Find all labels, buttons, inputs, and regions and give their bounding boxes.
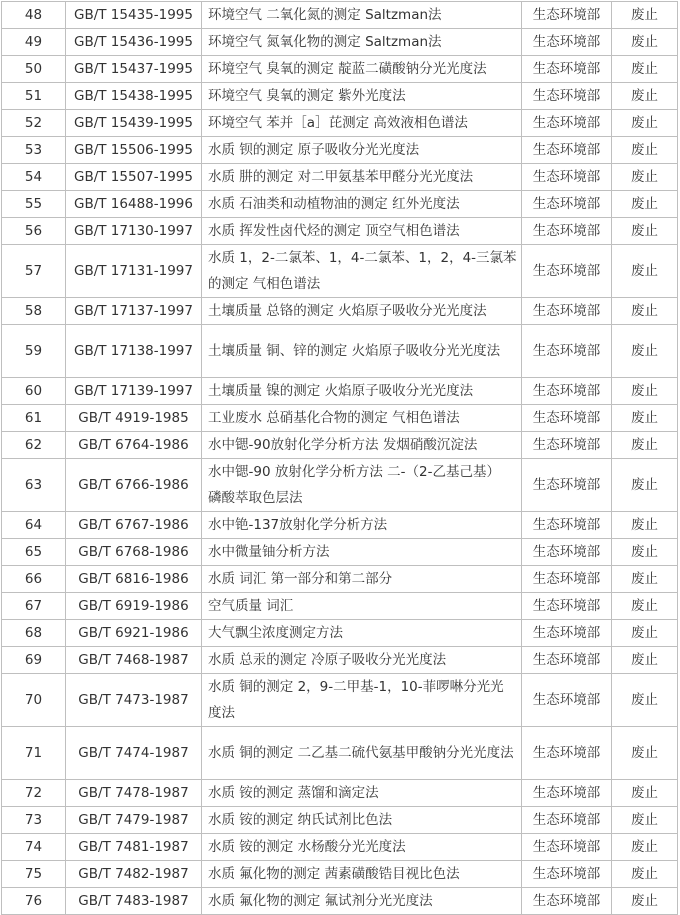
department-cell: 生态环境部 (522, 29, 612, 56)
standard-code-cell: GB/T 6768-1986 (66, 539, 202, 566)
status-cell: 废止 (612, 593, 678, 620)
table-body (2, 2, 678, 915)
standard-name-cell: 水质 石油类和动植物油的测定 红外光度法 (202, 191, 522, 218)
standard-code-cell: GB/T 15507-1995 (66, 164, 202, 191)
standard-code-cell: GB/T 7478-1987 (66, 780, 202, 807)
standard-code-cell: GB/T 7474-1987 (66, 727, 202, 780)
table-row (2, 245, 678, 298)
row-number-cell: 54 (2, 164, 66, 191)
status-cell: 废止 (612, 218, 678, 245)
standard-name-cell: 水质 氟化物的测定 茜素磺酸锆目视比色法 (202, 861, 522, 888)
standard-code-cell: GB/T 7479-1987 (66, 807, 202, 834)
department-cell: 生态环境部 (522, 245, 612, 298)
status-cell: 废止 (612, 834, 678, 861)
table-row (2, 593, 678, 620)
status-cell: 废止 (612, 245, 678, 298)
department-cell: 生态环境部 (522, 512, 612, 539)
row-number-cell: 59 (2, 325, 66, 378)
standard-name-cell: 环境空气 二氧化氮的测定 Saltzman法 (202, 2, 522, 29)
standard-name-cell: 水质 肼的测定 对二甲氨基苯甲醛分光光度法 (202, 164, 522, 191)
standard-code-cell: GB/T 16488-1996 (66, 191, 202, 218)
department-cell: 生态环境部 (522, 593, 612, 620)
standard-code-cell: GB/T 7468-1987 (66, 647, 202, 674)
status-cell: 废止 (612, 405, 678, 432)
row-number-cell: 53 (2, 137, 66, 164)
standard-name-cell: 水质 总汞的测定 冷原子吸收分光光度法 (202, 647, 522, 674)
status-cell: 废止 (612, 29, 678, 56)
row-number-cell: 68 (2, 620, 66, 647)
row-number-cell: 72 (2, 780, 66, 807)
standard-code-cell: GB/T 15437-1995 (66, 56, 202, 83)
standard-name-cell: 水质 铜的测定 2，9-二甲基-1，10-菲啰啉分光光度法 (202, 674, 522, 727)
status-cell: 废止 (612, 432, 678, 459)
table-row (2, 298, 678, 325)
status-cell: 废止 (612, 325, 678, 378)
department-cell: 生态环境部 (522, 834, 612, 861)
status-cell: 废止 (612, 807, 678, 834)
row-number-cell: 69 (2, 647, 66, 674)
department-cell: 生态环境部 (522, 674, 612, 727)
standard-name-cell: 土壤质量 铜、锌的测定 火焰原子吸收分光光度法 (202, 325, 522, 378)
row-number-cell: 71 (2, 727, 66, 780)
standard-name-cell: 工业废水 总硝基化合物的测定 气相色谱法 (202, 405, 522, 432)
standard-name-cell: 环境空气 臭氧的测定 紫外光度法 (202, 83, 522, 110)
table-row (2, 110, 678, 137)
row-number-cell: 52 (2, 110, 66, 137)
status-cell: 废止 (612, 539, 678, 566)
status-cell: 废止 (612, 861, 678, 888)
status-cell: 废止 (612, 191, 678, 218)
table-row (2, 539, 678, 566)
department-cell: 生态环境部 (522, 647, 612, 674)
status-cell: 废止 (612, 888, 678, 915)
status-cell: 废止 (612, 512, 678, 539)
row-number-cell: 67 (2, 593, 66, 620)
department-cell: 生态环境部 (522, 2, 612, 29)
standard-name-cell: 土壤质量 镍的测定 火焰原子吸收分光光度法 (202, 378, 522, 405)
standard-name-cell: 水质 词汇 第一部分和第二部分 (202, 566, 522, 593)
table-row (2, 29, 678, 56)
standard-code-cell: GB/T 15439-1995 (66, 110, 202, 137)
status-cell: 废止 (612, 164, 678, 191)
status-cell: 废止 (612, 727, 678, 780)
table-row (2, 888, 678, 915)
row-number-cell: 76 (2, 888, 66, 915)
status-cell: 废止 (612, 110, 678, 137)
department-cell: 生态环境部 (522, 378, 612, 405)
standard-code-cell: GB/T 6816-1986 (66, 566, 202, 593)
department-cell: 生态环境部 (522, 539, 612, 566)
status-cell: 废止 (612, 459, 678, 512)
table-row (2, 191, 678, 218)
standard-code-cell: GB/T 15435-1995 (66, 2, 202, 29)
standard-code-cell: GB/T 6764-1986 (66, 432, 202, 459)
status-cell: 废止 (612, 56, 678, 83)
standard-code-cell: GB/T 17139-1997 (66, 378, 202, 405)
department-cell: 生态环境部 (522, 164, 612, 191)
standard-code-cell: GB/T 7482-1987 (66, 861, 202, 888)
row-number-cell: 70 (2, 674, 66, 727)
standard-name-cell: 环境空气 臭氧的测定 靛蓝二磺酸钠分光光度法 (202, 56, 522, 83)
standard-name-cell: 大气飘尘浓度测定方法 (202, 620, 522, 647)
row-number-cell: 66 (2, 566, 66, 593)
row-number-cell: 63 (2, 459, 66, 512)
standard-code-cell: GB/T 17131-1997 (66, 245, 202, 298)
department-cell: 生态环境部 (522, 83, 612, 110)
table-row (2, 432, 678, 459)
status-cell: 废止 (612, 83, 678, 110)
table-row (2, 807, 678, 834)
standard-code-cell: GB/T 17137-1997 (66, 298, 202, 325)
table-row (2, 83, 678, 110)
table-row (2, 861, 678, 888)
standard-code-cell: GB/T 6921-1986 (66, 620, 202, 647)
department-cell: 生态环境部 (522, 780, 612, 807)
standard-code-cell: GB/T 17130-1997 (66, 218, 202, 245)
department-cell: 生态环境部 (522, 861, 612, 888)
standard-name-cell: 水中微量铀分析方法 (202, 539, 522, 566)
standard-name-cell: 水中锶-90 放射化学分析方法 二-（2-乙基己基） 磷酸萃取色层法 (202, 459, 522, 512)
standard-name-cell: 土壤质量 总铬的测定 火焰原子吸收分光光度法 (202, 298, 522, 325)
row-number-cell: 57 (2, 245, 66, 298)
table-row (2, 378, 678, 405)
row-number-cell: 65 (2, 539, 66, 566)
standard-name-cell: 环境空气 氮氧化物的测定 Saltzman法 (202, 29, 522, 56)
table-row (2, 780, 678, 807)
table-row (2, 405, 678, 432)
table-row (2, 2, 678, 29)
standard-code-cell: GB/T 7473-1987 (66, 674, 202, 727)
standard-code-cell: GB/T 6767-1986 (66, 512, 202, 539)
standard-name-cell: 水质 铵的测定 水杨酸分光光度法 (202, 834, 522, 861)
standard-code-cell: GB/T 15436-1995 (66, 29, 202, 56)
department-cell: 生态环境部 (522, 325, 612, 378)
table-row (2, 674, 678, 727)
status-cell: 废止 (612, 137, 678, 164)
department-cell: 生态环境部 (522, 727, 612, 780)
department-cell: 生态环境部 (522, 298, 612, 325)
department-cell: 生态环境部 (522, 191, 612, 218)
standard-code-cell: GB/T 15506-1995 (66, 137, 202, 164)
row-number-cell: 50 (2, 56, 66, 83)
status-cell: 废止 (612, 2, 678, 29)
row-number-cell: 58 (2, 298, 66, 325)
department-cell: 生态环境部 (522, 110, 612, 137)
department-cell: 生态环境部 (522, 459, 612, 512)
table-row (2, 459, 678, 512)
standards-table (1, 1, 678, 915)
standard-code-cell: GB/T 7483-1987 (66, 888, 202, 915)
standard-name-cell: 空气质量 词汇 (202, 593, 522, 620)
standard-name-cell: 水质 铵的测定 纳氏试剂比色法 (202, 807, 522, 834)
status-cell: 废止 (612, 620, 678, 647)
standard-name-cell: 水质 铜的测定 二乙基二硫代氨基甲酸钠分光光度法 (202, 727, 522, 780)
standard-name-cell: 水中锶-90放射化学分析方法 发烟硝酸沉淀法 (202, 432, 522, 459)
standard-code-cell: GB/T 7481-1987 (66, 834, 202, 861)
row-number-cell: 60 (2, 378, 66, 405)
standard-name-cell: 水质 氟化物的测定 氟试剂分光光度法 (202, 888, 522, 915)
row-number-cell: 56 (2, 218, 66, 245)
standard-code-cell: GB/T 17138-1997 (66, 325, 202, 378)
standard-name-cell: 水中铯-137放射化学分析方法 (202, 512, 522, 539)
status-cell: 废止 (612, 378, 678, 405)
row-number-cell: 51 (2, 83, 66, 110)
department-cell: 生态环境部 (522, 56, 612, 83)
standard-name-cell: 环境空气 苯并［a］芘测定 高效液相色谱法 (202, 110, 522, 137)
status-cell: 废止 (612, 647, 678, 674)
row-number-cell: 73 (2, 807, 66, 834)
row-number-cell: 55 (2, 191, 66, 218)
table-row (2, 566, 678, 593)
standard-name-cell: 水质 铵的测定 蒸馏和滴定法 (202, 780, 522, 807)
department-cell: 生态环境部 (522, 218, 612, 245)
row-number-cell: 61 (2, 405, 66, 432)
status-cell: 废止 (612, 298, 678, 325)
department-cell: 生态环境部 (522, 405, 612, 432)
row-number-cell: 64 (2, 512, 66, 539)
table-row (2, 512, 678, 539)
table-row (2, 56, 678, 83)
standard-code-cell: GB/T 4919-1985 (66, 405, 202, 432)
table-row (2, 325, 678, 378)
row-number-cell: 62 (2, 432, 66, 459)
row-number-cell: 49 (2, 29, 66, 56)
standard-code-cell: GB/T 15438-1995 (66, 83, 202, 110)
table-row (2, 620, 678, 647)
department-cell: 生态环境部 (522, 432, 612, 459)
department-cell: 生态环境部 (522, 566, 612, 593)
standard-name-cell: 水质 钡的测定 原子吸收分光光度法 (202, 137, 522, 164)
table-row (2, 137, 678, 164)
table-row (2, 727, 678, 780)
department-cell: 生态环境部 (522, 807, 612, 834)
standard-code-cell: GB/T 6766-1986 (66, 459, 202, 512)
department-cell: 生态环境部 (522, 888, 612, 915)
status-cell: 废止 (612, 566, 678, 593)
standard-code-cell: GB/T 6919-1986 (66, 593, 202, 620)
table-row (2, 834, 678, 861)
status-cell: 废止 (612, 780, 678, 807)
department-cell: 生态环境部 (522, 137, 612, 164)
row-number-cell: 74 (2, 834, 66, 861)
row-number-cell: 75 (2, 861, 66, 888)
department-cell: 生态环境部 (522, 620, 612, 647)
standard-name-cell: 水质 挥发性卤代烃的测定 顶空气相色谱法 (202, 218, 522, 245)
standard-name-cell: 水质 1，2-二氯苯、1，4-二氯苯、1，2，4-三氯苯的测定 气相色谱法 (202, 245, 522, 298)
table-row (2, 647, 678, 674)
row-number-cell: 48 (2, 2, 66, 29)
status-cell: 废止 (612, 674, 678, 727)
table-row (2, 164, 678, 191)
table-row (2, 218, 678, 245)
